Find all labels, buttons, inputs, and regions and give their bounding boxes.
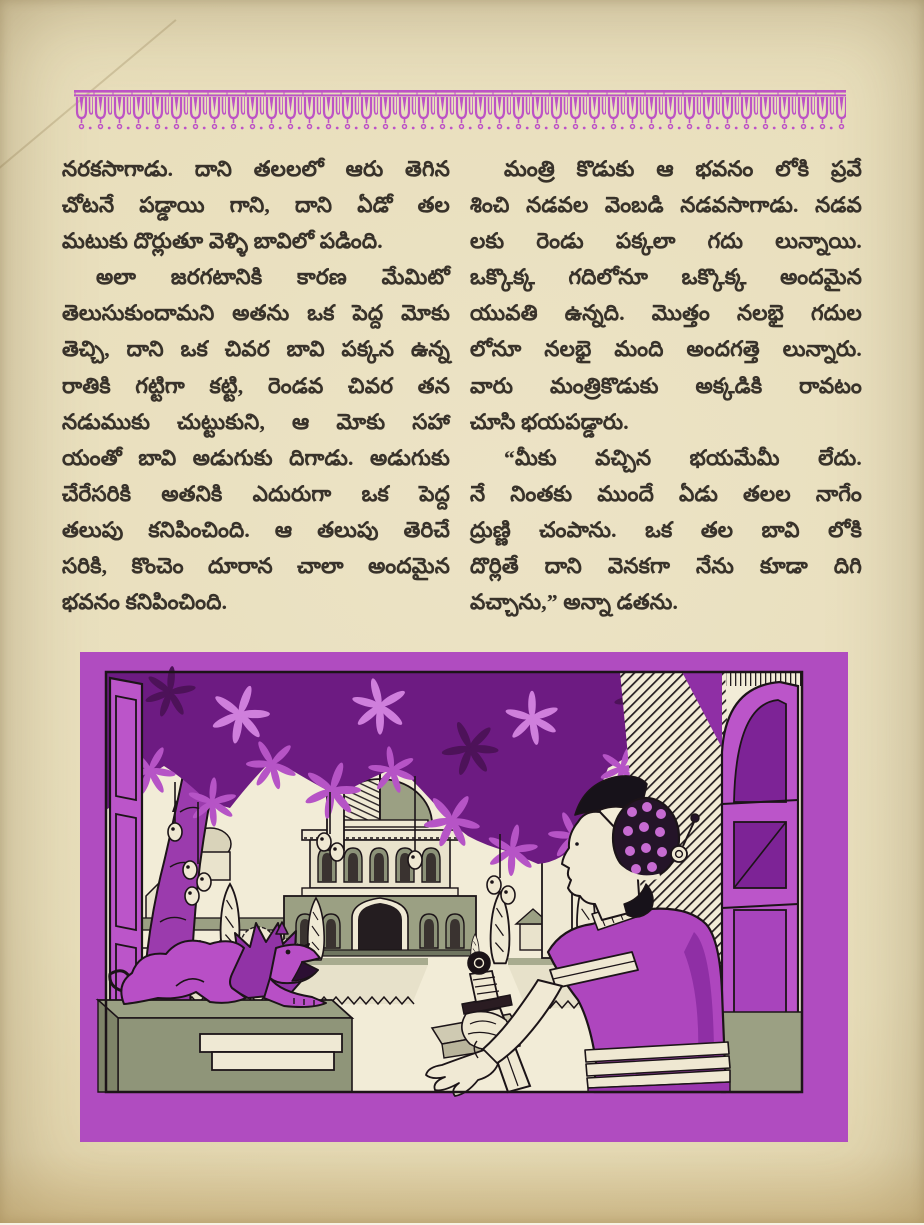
- text-line: వచ్చాను,” అన్నా డతను.: [470, 590, 679, 615]
- text-line: వారు మంత్రికొడుకు అక్కడికి రావటం: [470, 373, 862, 398]
- text-line: దొర్లితే దాని వెనకగా నేను కూడా దిగి: [470, 554, 862, 579]
- text-line: “మీకు వచ్చిన భయమేమీ లేదు.: [504, 445, 862, 470]
- text-line: తలుపు కనిపించింది. ఆ తలుపు తెరిచే: [62, 517, 450, 542]
- text-line: నే నింతకు ముందే ఏడు తలల నాగేం: [470, 481, 862, 506]
- text-line: లోనూ నలభై మంది అందగత్తె లున్నారు.: [470, 337, 862, 362]
- story-illustration: [80, 652, 848, 1142]
- text-line: భవనం కనిపించింది.: [62, 590, 228, 615]
- cap-jewel: [671, 846, 687, 862]
- text-line: ద్రుణ్ణి చంపాను. ఒక తల బావి లోకి: [470, 517, 862, 542]
- text-line: యువతి ఉన్నది. మొత్తం నలభై గదుల: [470, 301, 862, 326]
- text-line: సరికి, కొంచెం దూరాన చాలా అందమైన: [62, 554, 450, 579]
- text-line: అలా జరగటానికి కారణ మేమిటో: [96, 265, 450, 290]
- text-line: నరకసాగాడు. దాని తలలలో ఆరు తెగిన: [62, 157, 450, 181]
- text-line: తెచ్చి, దాని ఒక చివర బావి పక్కన ఉన్న: [62, 337, 450, 362]
- waist-sash: [585, 1042, 730, 1088]
- text-line: ఒక్కొక్క గదిలోనూ ఒక్కొక్క అందమైన: [470, 265, 862, 290]
- text-column-left: [62, 151, 450, 620]
- text-line: చేరేసరికి అతనికి ఎదురుగా ఒక పెద్ద: [62, 481, 450, 506]
- text-line: చూసి భయపడ్డారు.: [470, 409, 629, 434]
- text-line: రాతికి గట్టిగా కట్టి, రెండవ చివర తన: [62, 373, 450, 398]
- lion-pedestal: [98, 1000, 352, 1092]
- text-column-right: [470, 151, 862, 620]
- text-line: మంత్రి కొడుకు ఆ భవనం లోకి ప్రవే: [504, 157, 862, 181]
- text-line: లకు రెండు పక్కలా గదు లున్నాయి.: [470, 229, 862, 254]
- text-line: చోటనే పడ్డాయి గాని, దాని ఏడో తల: [62, 193, 450, 218]
- text-line: శించి నడవల వెంబడి నడవసాగాడు. నడవ: [470, 193, 862, 218]
- text-line: మటుకు దొర్లుతూ వెళ్ళి బావిలో పడింది.: [62, 229, 383, 254]
- text-line: యంతో బావి అడుగుకు దిగాడు. అడుగుకు: [62, 445, 450, 470]
- lace-border-ornament: [74, 88, 846, 136]
- text-line: తెలుసుకుందామని అతను ఒక పెద్ద మోకు: [62, 301, 450, 326]
- text-line: నడుముకు చుట్టుకుని, ఆ మోకు సహా: [62, 409, 450, 434]
